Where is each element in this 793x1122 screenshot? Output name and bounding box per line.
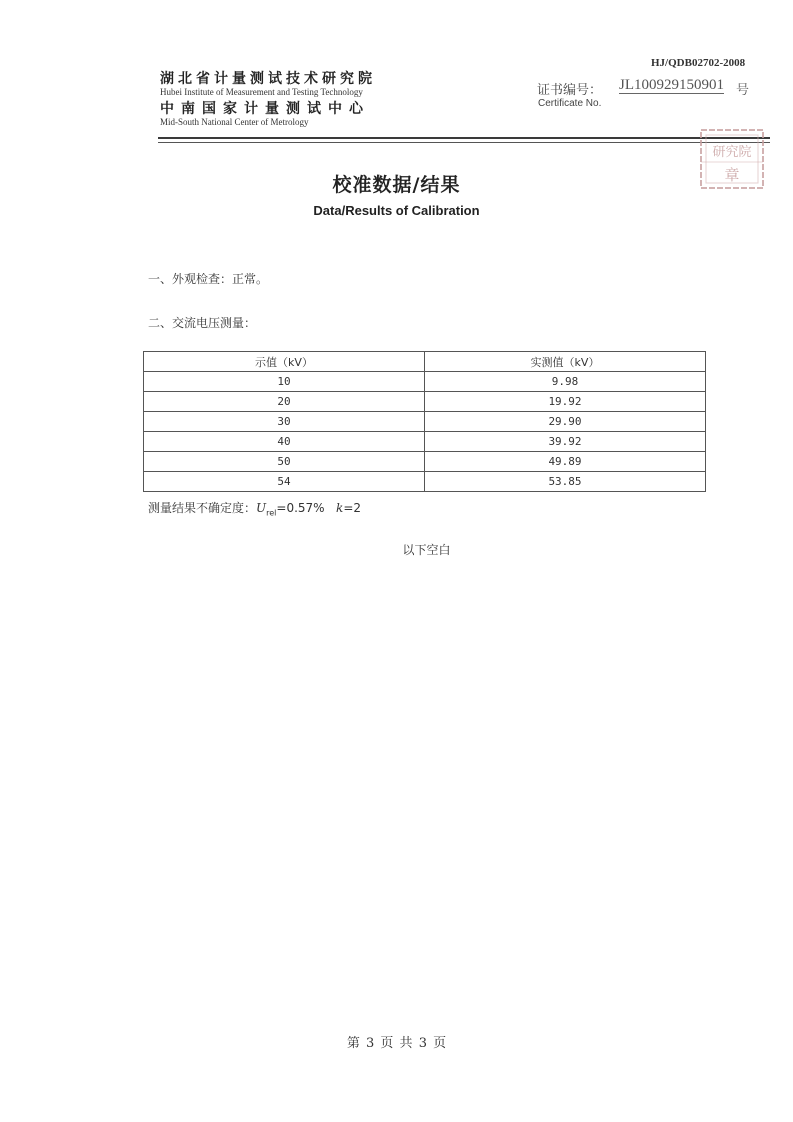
header-divider-thin — [158, 142, 770, 143]
indicated-value: 50 — [144, 452, 425, 472]
blank-below-note: 以下空白 — [402, 543, 451, 557]
certificate-suffix: 号 — [736, 83, 750, 98]
form-code: HJ/QDB02702-2008 — [651, 57, 746, 69]
measured-value: 29.90 — [425, 412, 706, 432]
measured-value: 49.89 — [425, 452, 706, 472]
measured-value: 19.92 — [425, 392, 706, 412]
table-row — [144, 412, 706, 432]
section-appearance-check: 一、外观检查：正常。 — [148, 272, 269, 286]
table-row — [144, 392, 706, 412]
coverage-factor-symbol: k — [336, 501, 344, 515]
table-row — [144, 432, 706, 452]
certificate-number: JL100929150901 — [619, 77, 724, 93]
measured-value: 9.98 — [425, 372, 706, 392]
indicated-value: 54 — [144, 472, 425, 492]
seal-text-top: 研究院 — [712, 145, 752, 160]
page-title-en: Data/Results of Calibration — [313, 203, 480, 218]
table-row — [144, 452, 706, 472]
uncertainty-value: =0.57% — [276, 501, 325, 515]
indicated-value: 10 — [144, 372, 425, 392]
calibration-data-table — [143, 351, 706, 492]
center-name-cn: 中南国家计量测试中心 — [160, 101, 370, 117]
table-row — [144, 472, 706, 492]
column-header-measured: 实测值（kV） — [425, 352, 706, 372]
header-divider — [158, 137, 770, 139]
certificate-label: 证书编号： — [537, 83, 603, 98]
indicated-value: 40 — [144, 432, 425, 452]
uncertainty-symbol: U — [256, 501, 267, 515]
uncertainty-label: 测量结果不确定度： — [148, 501, 257, 515]
institute-name-en: Hubei Institute of Measurement and Testing Technology — [160, 87, 363, 97]
uncertainty-subscript: rel — [266, 508, 277, 518]
coverage-factor-value: =2 — [343, 501, 362, 515]
column-header-indicated: 示值（kV） — [144, 352, 425, 372]
indicated-value: 20 — [144, 392, 425, 412]
table-header-row — [144, 352, 706, 372]
page-title: 校准数据/结果 — [332, 174, 461, 196]
indicated-value: 30 — [144, 412, 425, 432]
institute-name-cn: 湖北省计量测试技术研究院 — [160, 71, 376, 87]
center-name-en: Mid-South National Center of Metrology — [160, 117, 309, 127]
certificate-label-en: Certificate No. — [538, 98, 602, 109]
page-number: 第 3 页 共 3 页 — [346, 1036, 447, 1051]
measured-value: 53.85 — [425, 472, 706, 492]
seal-text-bottom: 章 — [724, 166, 740, 184]
uncertainty-statement — [148, 499, 361, 517]
table-row — [144, 372, 706, 392]
section-ac-voltage: 二、交流电压测量： — [148, 316, 257, 330]
measured-value: 39.92 — [425, 432, 706, 452]
